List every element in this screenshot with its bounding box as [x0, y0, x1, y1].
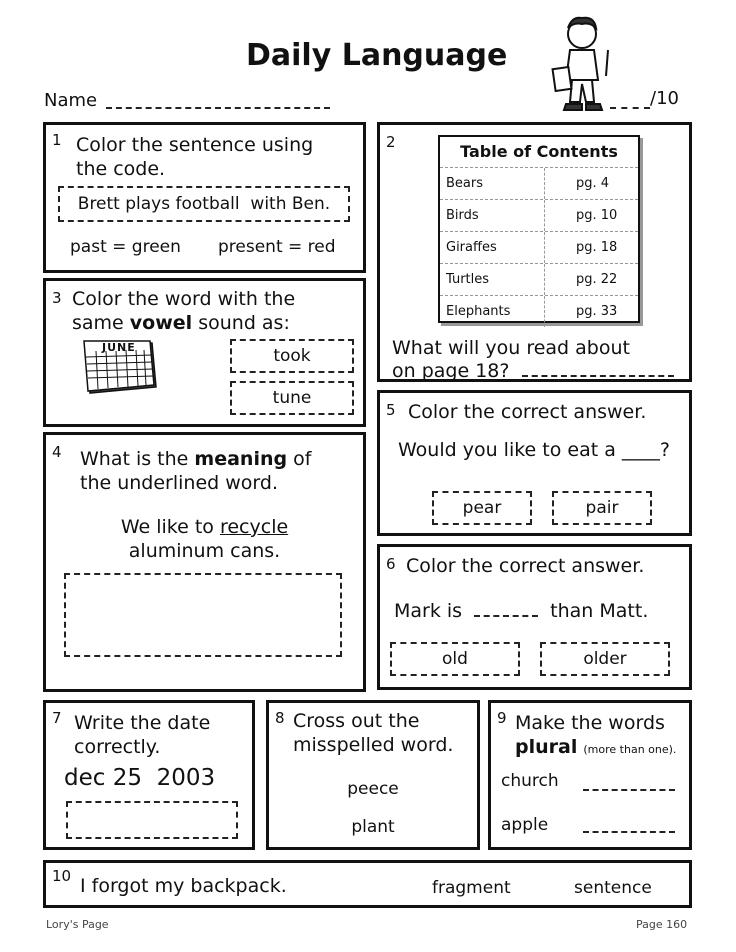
- option-pair[interactable]: [552, 491, 652, 525]
- option-label: pear: [462, 498, 502, 518]
- question-number: 5: [386, 401, 396, 419]
- question-4-box: [43, 432, 366, 692]
- toc-page: pg. 10: [576, 208, 618, 223]
- footer-left: Lory's Page: [46, 918, 109, 931]
- line1-post: of: [287, 448, 312, 470]
- score-total: /10: [650, 88, 679, 109]
- question-number: 10: [52, 867, 72, 885]
- line1-bold: meaning: [194, 448, 288, 470]
- question-2-line1: What will you read about: [392, 337, 630, 359]
- option-fragment[interactable]: fragment: [432, 878, 511, 898]
- sentence-text: Brett plays football with Ben.: [77, 194, 331, 214]
- option-tune[interactable]: [230, 381, 354, 415]
- question-8-prompt-line2: misspelled word.: [293, 734, 454, 756]
- option-sentence[interactable]: sentence: [574, 878, 652, 898]
- footer-right: Page 160: [636, 918, 688, 931]
- question-9-prompt-line2: [515, 735, 676, 762]
- prompt-post: sound as:: [192, 312, 290, 334]
- toc-divider: [544, 264, 545, 295]
- option-label: tune: [272, 388, 312, 408]
- name-line: [106, 107, 330, 109]
- question-8-prompt-line1: Cross out the: [293, 710, 420, 732]
- word-plant[interactable]: plant: [351, 817, 395, 837]
- question-6-prompt: Color the correct answer.: [406, 555, 645, 577]
- question-2-box: [377, 122, 692, 382]
- question-8-box: [266, 700, 480, 850]
- toc-topic: Elephants: [446, 304, 511, 319]
- question-number: 1: [52, 131, 62, 149]
- question-5-prompt: Color the correct answer.: [408, 401, 647, 423]
- toc-topic: Bears: [446, 176, 484, 191]
- question-2-line2: [392, 359, 674, 383]
- toc-divider: [544, 232, 545, 263]
- prompt-bold: vowel: [129, 312, 193, 334]
- meaning-answer-box[interactable]: [64, 573, 342, 657]
- sentence-pre: Mark is: [394, 600, 463, 622]
- code-past: past = green: [70, 237, 181, 257]
- question-number: 3: [52, 289, 62, 307]
- question-4-line2: the underlined word.: [80, 472, 278, 494]
- question-number: 8: [275, 709, 285, 727]
- date-answer-box[interactable]: [66, 801, 238, 839]
- question-9-prompt-line1: Make the words: [515, 712, 665, 734]
- blank-line: [474, 615, 538, 617]
- word-church: [501, 769, 559, 793]
- question-number: 7: [52, 709, 62, 727]
- word-peece[interactable]: peece: [347, 779, 399, 799]
- question-1-prompt-line1: Color the sentence using: [76, 134, 314, 156]
- question-7-prompt-line2: correctly.: [74, 736, 161, 758]
- question-number: 4: [52, 443, 62, 461]
- question-3-box: [43, 278, 366, 427]
- option-label: pair: [585, 498, 619, 518]
- question-6-box: [377, 544, 692, 690]
- toc-row: [440, 263, 638, 295]
- word-apple: [501, 813, 548, 837]
- sentence-post: than Matt.: [550, 600, 649, 622]
- question-1-box: [43, 122, 366, 273]
- name-label: Name: [44, 90, 98, 111]
- option-pear[interactable]: [432, 491, 532, 525]
- question-9-box: [488, 700, 692, 850]
- prompt-pre: same: [72, 312, 130, 334]
- question-7-prompt-line1: Write the date: [74, 712, 211, 734]
- toc-page: pg. 22: [576, 272, 618, 287]
- word-label: church: [501, 771, 559, 791]
- calendar-icon: [80, 337, 160, 399]
- option-label: old: [442, 649, 468, 669]
- question-2-line2-text: on page 18?: [392, 360, 510, 382]
- question-10-sentence: I forgot my backpack.: [80, 875, 287, 897]
- question-6-sentence: [394, 599, 648, 623]
- page-title: Daily Language: [246, 38, 508, 73]
- toc-topic: Birds: [446, 208, 479, 223]
- question-5-box: [377, 390, 692, 536]
- sentence-pre: We like to: [120, 516, 220, 538]
- question-4-line1: [80, 447, 311, 471]
- apple-answer-line[interactable]: [583, 831, 675, 833]
- student-clipart: [546, 10, 626, 118]
- underlined-word: recycle: [219, 516, 289, 538]
- toc-topic: Turtles: [446, 272, 490, 287]
- toc-divider: [544, 200, 545, 231]
- question-10-box: [43, 860, 692, 908]
- question-3-prompt-line2: [72, 311, 290, 335]
- date-to-fix: dec 25 2003: [64, 765, 216, 791]
- option-label: older: [583, 649, 627, 669]
- option-took[interactable]: [230, 339, 354, 373]
- toc-row: [440, 295, 638, 327]
- toc-row: [440, 199, 638, 231]
- option-old[interactable]: [390, 642, 520, 676]
- question-4-sentence: [46, 515, 363, 539]
- question-number: 9: [497, 709, 507, 727]
- question-number: 6: [386, 555, 396, 573]
- toc-page: pg. 33: [576, 304, 618, 319]
- toc-topic: Giraffes: [446, 240, 497, 255]
- answer-line[interactable]: [522, 375, 674, 377]
- toc-divider: [544, 296, 545, 327]
- prompt-note: (more than one).: [583, 743, 677, 756]
- church-answer-line[interactable]: [583, 789, 675, 791]
- question-4-sentence-line2: aluminum cans.: [128, 540, 281, 562]
- question-number: 2: [386, 133, 396, 151]
- toc-row: [440, 167, 638, 199]
- line1-pre: What is the: [80, 448, 195, 470]
- word-label: apple: [501, 815, 549, 835]
- calendar-month: JUNE: [102, 341, 136, 354]
- toc-row: [440, 231, 638, 263]
- question-1-prompt-line2: the code.: [76, 158, 166, 180]
- question-7-box: [43, 700, 255, 850]
- toc-page: pg. 18: [576, 240, 618, 255]
- question-5-question: Would you like to eat a ____?: [398, 439, 670, 461]
- question-3-prompt-line1: Color the word with the: [72, 288, 296, 310]
- option-older[interactable]: [540, 642, 670, 676]
- toc-page: pg. 4: [576, 176, 610, 191]
- option-label: took: [273, 346, 311, 366]
- prompt-bold: plural: [515, 736, 578, 758]
- sentence-to-color[interactable]: [58, 186, 350, 222]
- toc-divider: [544, 168, 545, 199]
- table-title: Table of Contents: [460, 142, 618, 161]
- table-of-contents: [438, 135, 640, 323]
- code-present: present = red: [218, 237, 336, 257]
